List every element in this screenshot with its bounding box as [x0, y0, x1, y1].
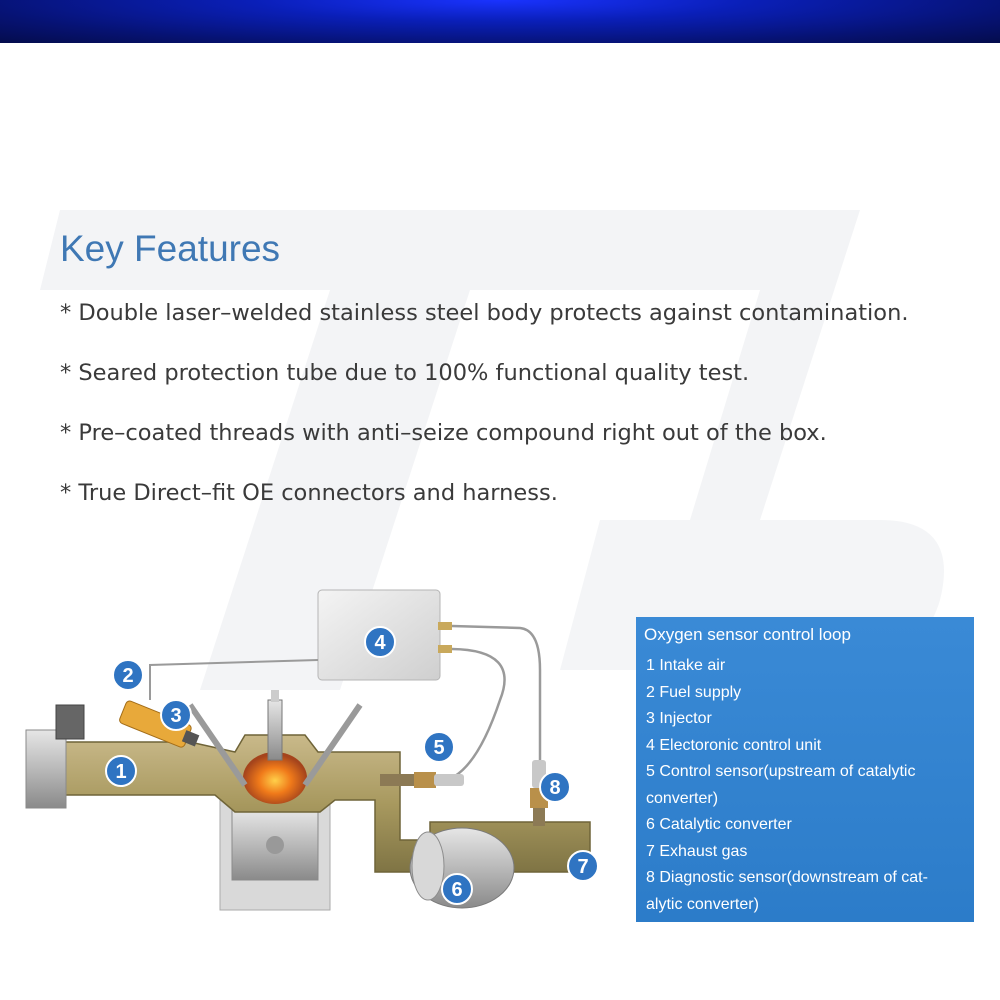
legend-item: alytic converter)	[646, 895, 759, 913]
ecu-connector	[438, 622, 452, 630]
badge-2	[113, 660, 143, 690]
legend-item: 2 Fuel supply	[646, 683, 742, 701]
air-flow-meter	[26, 730, 66, 808]
svg-text:2: 2	[122, 665, 134, 687]
features-title: Key Features	[60, 228, 281, 269]
legend-list	[644, 653, 966, 918]
svg-text:5: 5	[433, 737, 445, 759]
piston-pin	[266, 836, 284, 854]
legend-item: 5 Control sensor(upstream of catalytic	[646, 763, 916, 780]
svg-text:6: 6	[451, 879, 463, 901]
spark-plug-tip	[271, 690, 279, 702]
badge-6	[442, 874, 472, 904]
ecu-connector	[438, 645, 452, 653]
catalytic-converter-face	[412, 832, 444, 900]
svg-text:4: 4	[374, 632, 386, 654]
engine-diagram	[0, 580, 640, 940]
svg-text:8: 8	[549, 777, 561, 799]
legend-title: Oxygen sensor control loop	[644, 625, 851, 644]
feature-item: * Pre–coated threads with anti–seize compound right out of the box.	[60, 420, 827, 446]
spark-plug	[268, 700, 282, 760]
legend-item: 8 Diagnostic sensor(downstream of cat-	[646, 869, 928, 886]
fuel-supply-wire	[150, 660, 318, 700]
legend-item: 4 Electoronic control unit	[646, 736, 822, 754]
feature-item: * Seared protection tube due to 100% functional quality test.	[60, 360, 750, 386]
feature-item: * Double laser–welded stainless steel body protects against contamination.	[60, 300, 909, 326]
legend-box	[636, 617, 974, 922]
header-bar	[0, 0, 1000, 43]
legend-item: 1 Intake air	[646, 657, 726, 674]
badge-7	[568, 851, 598, 881]
badge-8	[540, 772, 570, 802]
downstream-sensor-wire	[452, 626, 540, 760]
feature-item: * True Direct–fit OE connectors and harness.	[60, 480, 558, 506]
legend-item: 7 Exhaust gas	[646, 842, 748, 860]
legend-item: converter)	[646, 789, 719, 807]
badge-5	[424, 732, 454, 762]
svg-text:3: 3	[170, 705, 182, 727]
upstream-oxygen-sensor	[380, 772, 464, 788]
svg-text:7: 7	[577, 856, 589, 878]
air-flow-meter-connector	[56, 705, 84, 739]
badge-1	[106, 756, 136, 786]
upstream-sensor-wire	[452, 649, 505, 776]
features-list	[60, 300, 909, 540]
legend-item: 3 Injector	[646, 710, 712, 727]
badge-4	[365, 627, 395, 657]
svg-text:1: 1	[115, 761, 127, 783]
legend-item: 6 Catalytic converter	[646, 816, 792, 833]
badge-3	[161, 700, 191, 730]
